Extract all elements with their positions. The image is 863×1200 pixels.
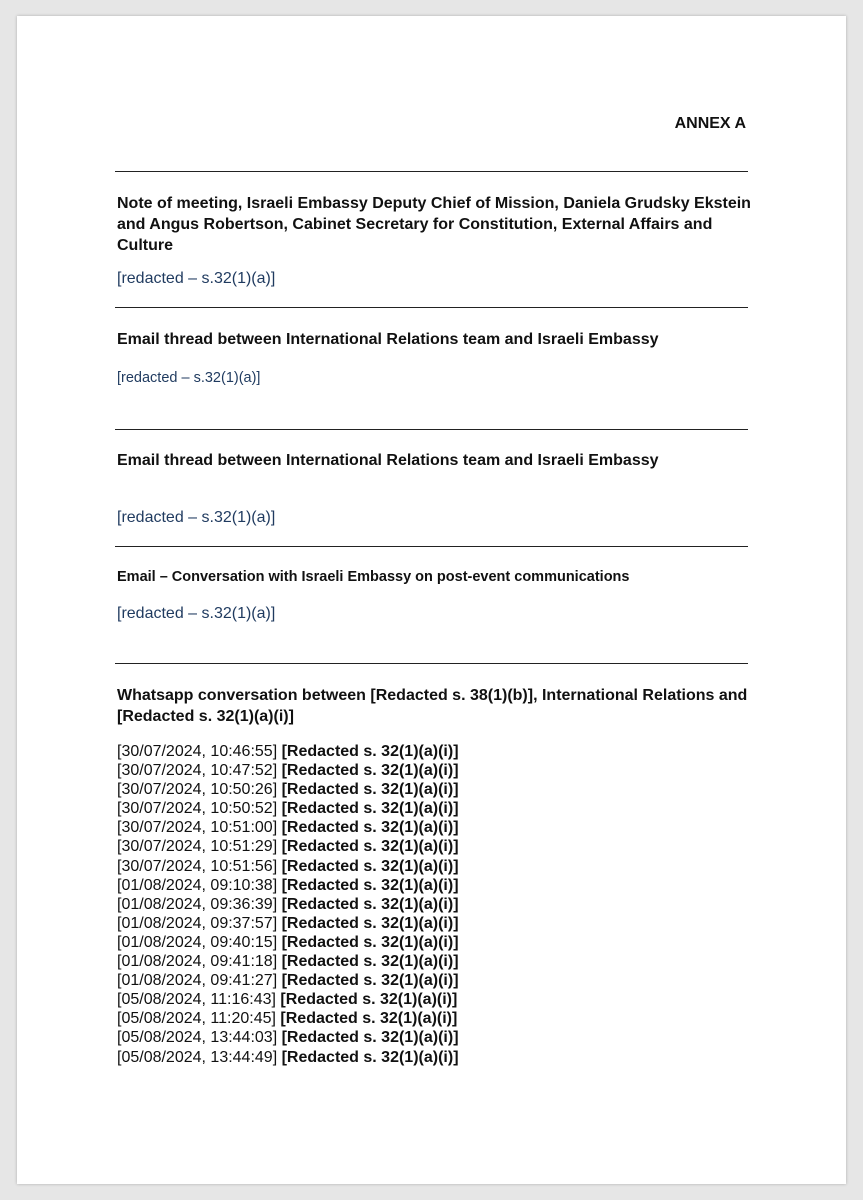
log-timestamp: [01/08/2024, 09:40:15] (117, 933, 278, 951)
log-content: [Redacted s. 32(1)(a)(i)] (281, 838, 459, 856)
divider (115, 663, 748, 664)
log-entry (117, 990, 459, 1009)
log-content: [Redacted s. 32(1)(a)(i)] (281, 933, 459, 951)
log-content: [Redacted s. 32(1)(a)(i)] (281, 914, 459, 932)
redacted-note: [redacted – s.32(1)(a)] (117, 605, 276, 622)
log-entry (117, 799, 459, 818)
log-content: [Redacted s. 32(1)(a)(i)] (281, 1029, 459, 1047)
log-content: [Redacted s. 32(1)(a)(i)] (281, 857, 459, 875)
log-content: [Redacted s. 32(1)(a)(i)] (281, 895, 459, 913)
log-timestamp: [30/07/2024, 10:51:29] (117, 838, 278, 856)
divider (115, 546, 748, 547)
annex-title: ANNEX A (674, 115, 746, 132)
log-content: [Redacted s. 32(1)(a)(i)] (281, 781, 459, 799)
log-entry (117, 818, 459, 837)
redacted-note: [redacted – s.32(1)(a)] (117, 370, 261, 386)
log-content: [Redacted s. 32(1)(a)(i)] (281, 953, 459, 971)
log-timestamp: [01/08/2024, 09:41:18] (117, 953, 278, 971)
section-heading: Email thread between International Relations team and Israeli Embassy (117, 452, 659, 469)
whatsapp-log (117, 742, 459, 1067)
log-content: [Redacted s. 32(1)(a)(i)] (281, 800, 459, 818)
section-heading: Email thread between International Relations team and Israeli Embassy (117, 331, 659, 348)
divider (115, 171, 748, 172)
log-entry (117, 761, 459, 780)
log-entry (117, 876, 459, 895)
log-entry (117, 971, 459, 990)
log-timestamp: [30/07/2024, 10:50:26] (117, 781, 278, 799)
log-content: [Redacted s. 32(1)(a)(i)] (280, 991, 458, 1009)
log-content: [Redacted s. 32(1)(a)(i)] (281, 876, 459, 894)
log-entry (117, 1009, 459, 1028)
divider (115, 307, 748, 308)
log-timestamp: [01/08/2024, 09:36:39] (117, 895, 278, 913)
log-content: [Redacted s. 32(1)(a)(i)] (281, 1048, 459, 1066)
log-entry (117, 780, 459, 799)
log-content: [Redacted s. 32(1)(a)(i)] (281, 972, 459, 990)
log-content: [Redacted s. 32(1)(a)(i)] (281, 819, 459, 837)
log-timestamp: [01/08/2024, 09:41:27] (117, 972, 278, 990)
log-timestamp: [30/07/2024, 10:47:52] (117, 762, 278, 780)
log-entry (117, 742, 459, 761)
log-timestamp: [05/08/2024, 13:44:03] (117, 1029, 278, 1047)
log-entry (117, 895, 459, 914)
log-timestamp: [01/08/2024, 09:37:57] (117, 914, 278, 932)
log-content: [Redacted s. 32(1)(a)(i)] (280, 1010, 458, 1028)
log-timestamp: [30/07/2024, 10:51:56] (117, 857, 278, 875)
divider (115, 429, 748, 430)
log-timestamp: [30/07/2024, 10:50:52] (117, 800, 278, 818)
log-timestamp: [05/08/2024, 11:20:45] (117, 1010, 276, 1028)
redacted-note: [redacted – s.32(1)(a)] (117, 509, 276, 526)
log-entry (117, 837, 459, 856)
log-timestamp: [01/08/2024, 09:10:38] (117, 876, 278, 894)
log-content: [Redacted s. 32(1)(a)(i)] (281, 762, 459, 780)
section-heading: Email – Conversation with Israeli Embassy on post-event communications (117, 569, 630, 585)
log-entry (117, 1028, 459, 1047)
log-entry (117, 952, 459, 971)
log-entry (117, 914, 459, 933)
log-timestamp: [30/07/2024, 10:46:55] (117, 743, 278, 760)
redacted-note: [redacted – s.32(1)(a)] (117, 270, 276, 287)
log-entry (117, 933, 459, 952)
document-page (17, 16, 846, 1184)
log-entry (117, 857, 459, 876)
log-content: [Redacted s. 32(1)(a)(i)] (281, 743, 459, 760)
log-entry (117, 1048, 459, 1067)
log-timestamp: [30/07/2024, 10:51:00] (117, 819, 278, 837)
log-timestamp: [05/08/2024, 11:16:43] (117, 991, 276, 1009)
section-heading: Note of meeting, Israeli Embassy Deputy Chief of Mission, Daniela Grudsky Ekstein and Angus Robertson, Cabinet Secretary for Constitution, External Affairs and Culture (117, 195, 751, 254)
log-timestamp: [05/08/2024, 13:44:49] (117, 1048, 278, 1066)
section-heading: Whatsapp conversation between [Redacted s. 38(1)(b)], International Relations and [Redacted s. 32(1)(a)(i)] (117, 687, 748, 725)
